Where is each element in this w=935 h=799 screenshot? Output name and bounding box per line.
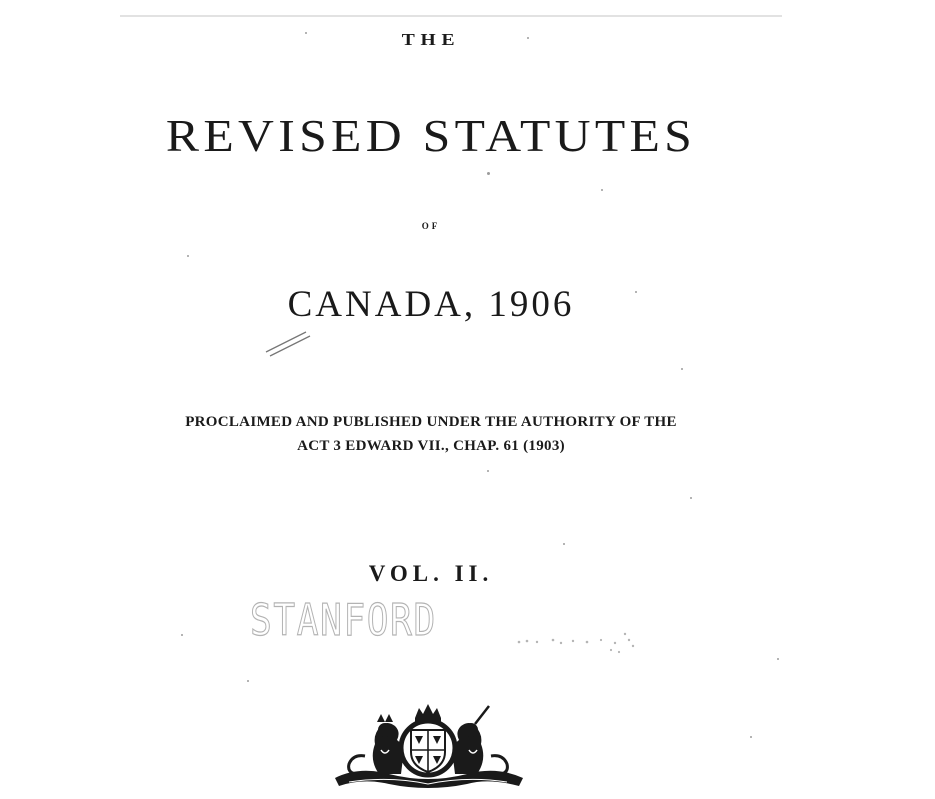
scan-speck: [681, 368, 683, 370]
proclamation-line-2: ACT 3 EDWARD VII., CHAP. 61 (1903): [297, 438, 565, 454]
title-article: THE: [401, 30, 461, 49]
scan-speck: [635, 291, 637, 293]
scan-speck: [750, 736, 752, 738]
scan-speck: [563, 543, 565, 545]
scan-speck: [247, 680, 249, 682]
scan-speck: [487, 172, 490, 175]
royal-coat-of-arms-icon: [329, 700, 527, 792]
scan-speck: [181, 634, 183, 636]
title-connector: OF: [421, 221, 441, 231]
scan-speck: [690, 497, 692, 499]
scan-speck: [487, 470, 489, 472]
scan-speck: [305, 32, 307, 34]
scan-speck: [777, 658, 779, 660]
place-and-year: CANADA, 1906: [287, 284, 575, 325]
faded-stamp-dots: [515, 628, 645, 658]
scan-speck: [187, 255, 189, 257]
top-divider: [120, 15, 782, 17]
volume-number: VOL. II.: [368, 561, 494, 586]
library-stamp: STANFORD: [250, 595, 437, 646]
scan-speck: [601, 189, 603, 191]
proclamation-line-1: PROCLAIMED AND PUBLISHED UNDER THE AUTHORITY OF THE: [185, 414, 677, 430]
main-title: REVISED STATUTES: [165, 110, 697, 161]
scan-speck: [527, 37, 529, 39]
double-slash-pen-mark-icon: [262, 326, 314, 358]
